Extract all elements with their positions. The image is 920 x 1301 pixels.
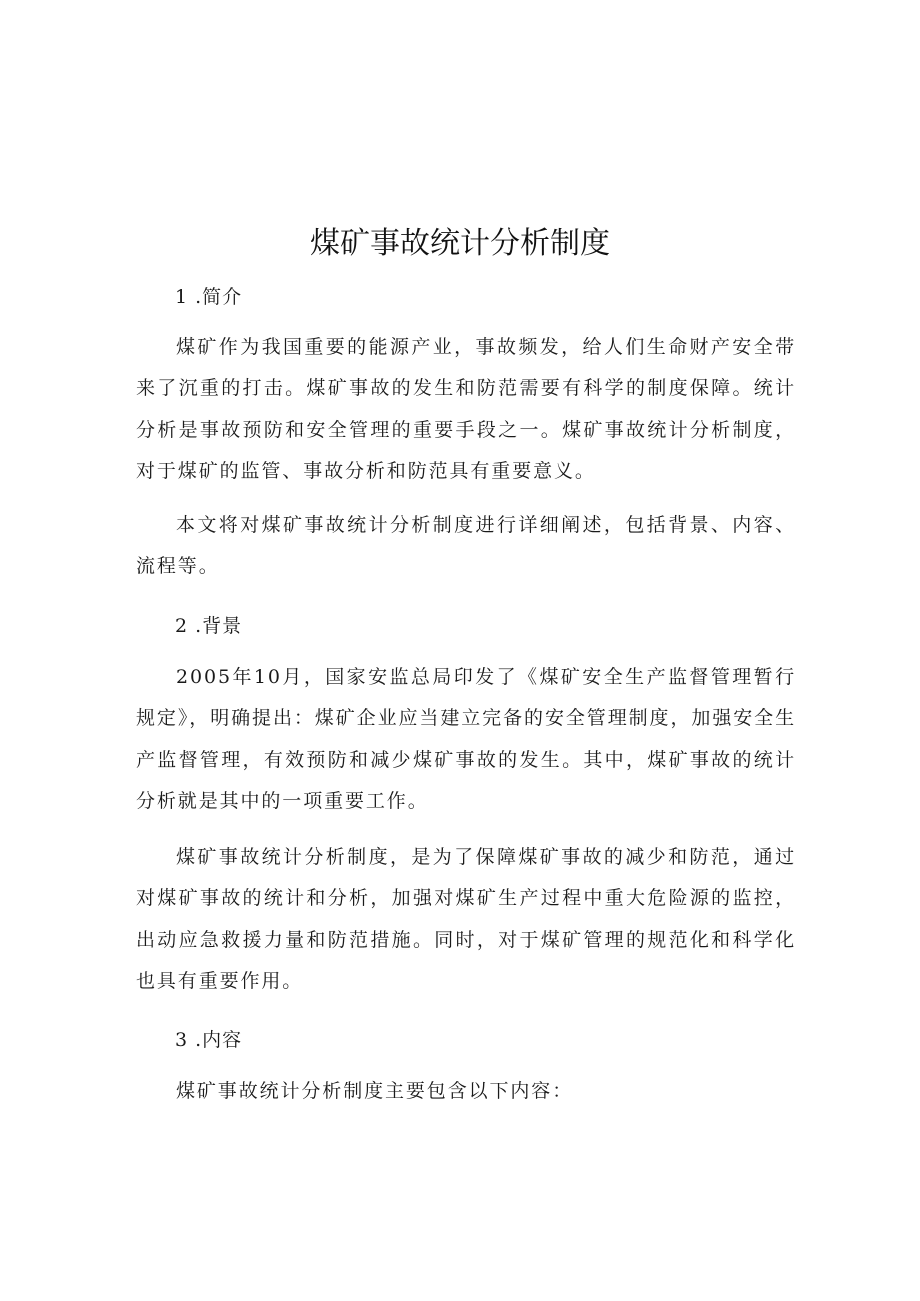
section-heading-intro: 1 .简介 xyxy=(175,286,243,308)
section-heading-background: 2 .背景 xyxy=(175,615,243,637)
paragraph-background-1: 2005年10月，国家安监总局印发了《煤矿安全生产监督管理暂行规定》，明确提出：煤矿企业应当建立完备的安全管理制度，加强安全生产监督管理，有效预防和减少煤矿事故的发生。其中，煤矿事故的统计分析就是其中的一项重要工作。 xyxy=(136,666,796,812)
section-heading-content: 3 .内容 xyxy=(175,1029,243,1051)
paragraph-content-1: 煤矿事故统计分析制度主要包含以下内容： xyxy=(176,1080,574,1102)
paragraph-intro-1: 煤矿作为我国重要的能源产业，事故频发，给人们生命财产安全带来了沉重的打击。煤矿事故的发生和防范需要有科学的制度保障。统计分析是事故预防和安全管理的重要手段之一。煤矿事故统计分析制度，对于煤矿的监管、事故分析和防范具有重要意义。 xyxy=(136,336,796,482)
document-title: 煤矿事故统计分析制度 xyxy=(310,226,610,261)
paragraph-background-2: 煤矿事故统计分析制度，是为了保障煤矿事故的减少和防范，通过对煤矿事故的统计和分析，加强对煤矿生产过程中重大危险源的监控，出动应急救援力量和防范措施。同时，对于煤矿管理的规范化和科学化也具有重要作用。 xyxy=(136,846,796,992)
paragraph-intro-2: 本文将对煤矿事故统计分析制度进行详细阐述，包括背景、内容、流程等。 xyxy=(136,514,796,578)
